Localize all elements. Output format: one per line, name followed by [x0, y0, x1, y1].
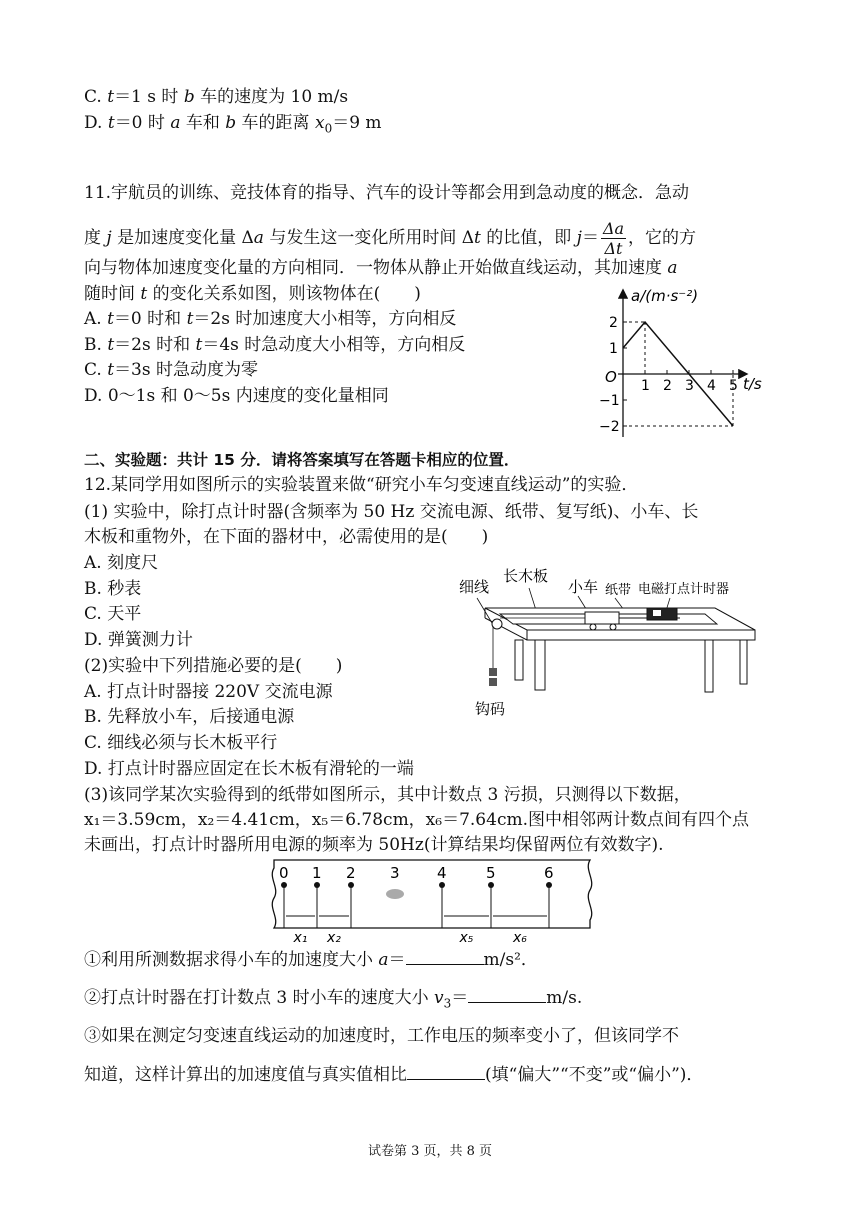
q12-part2-option-a: A. 打点计时器接 220V 交流电源: [84, 682, 333, 702]
q10-option-d: D. t＝0 时 a 车和 b 车的距离 $x_0=9$ m: [84, 113, 382, 136]
smudged-point: [386, 889, 404, 899]
segment-label: x₂: [327, 930, 341, 946]
label-weight: 钩码: [475, 700, 506, 718]
tape-point-label: 3: [390, 864, 400, 882]
label-board: 长木板: [503, 568, 549, 585]
label-tape: 纸带: [605, 583, 632, 598]
x-tick-label: 3: [685, 378, 694, 394]
label-timer: 电磁打点计时器: [638, 582, 730, 597]
segment-label: x₆: [513, 930, 527, 946]
q12-part3-line3: 未画出，打点计时器所用电源的频率为 50Hz(计算结果均保留两位有效数字).: [84, 835, 664, 855]
q12-part1-option-d: D. 弹簧测力计: [84, 630, 193, 650]
tape-point-label: 6: [544, 864, 554, 882]
q12-part3-line2: x₁＝3.59cm，x₂＝4.41cm，x₅＝6.78cm，x₆＝7.64cm.图中相邻两计数点间有四个点: [84, 810, 749, 830]
apparatus-figure: [455, 568, 775, 718]
y-tick-label: 1: [609, 341, 618, 357]
q11-option-d: D. 0～1s 和 0～5s 内速度的变化量相同: [84, 386, 389, 406]
q12-sub1: ①利用所测数据求得小车的加速度大小 a＝ m/s²．: [84, 950, 538, 970]
tape-point-label: 0: [279, 864, 289, 882]
q12-part1-option-c: C. 天平: [84, 604, 142, 624]
x-tick-label: 1: [641, 378, 650, 394]
q12-sub2: ②打点计时器在打计数点 3 时小车的速度大小 $v_3= m/s$.: [84, 988, 583, 1011]
q10-option-c: C. t＝1 s 时 b 车的速度为 10 m/s: [84, 87, 349, 107]
origin-label: O: [605, 368, 617, 386]
y-tick-label: −1: [599, 393, 620, 409]
q12-part2-option-b: B. 先释放小车，后接通电源: [84, 707, 295, 727]
q11-line-4: 随时间 t 的变化关系如图，则该物体在( ): [84, 284, 421, 304]
segment-label: x₅: [459, 930, 474, 946]
q12-part1-option-b: B. 秒表: [84, 579, 142, 599]
label-cart: 小车: [568, 578, 599, 596]
q12-part1-line2: 木板和重物外，在下面的器材中，必需使用的是( ): [84, 527, 489, 547]
section-heading: 二、实验题：共计 15 分．请将答案填写在答题卡相应的位置．: [84, 451, 520, 469]
q11-option-a: A. t＝0 时和 t＝2s 时加速度大小相等，方向相反: [84, 309, 457, 329]
q11-option-c: C. t＝3s 时急动度为零: [84, 360, 259, 380]
q12-part3-line1: (3)该同学某次实验得到的纸带如图所示，其中计数点 3 污损，只测得以下数据，: [84, 785, 691, 805]
y-axis-label: a/(m·s⁻²): [631, 287, 699, 305]
page-footer: 试卷第 3 页，共 8 页: [367, 1144, 493, 1159]
tape-point-label: 5: [486, 864, 496, 882]
x-tick-label: 2: [663, 378, 672, 394]
x-axis-label: t/s: [743, 375, 762, 393]
label-thread: 细线: [459, 578, 490, 596]
q11-line-1: 11.宇航员的训练、竞技体育的指导、汽车的设计等都会用到急动度的概念．急动: [84, 183, 690, 203]
acceleration-time-graph: [598, 285, 778, 445]
q12-intro: 12.某同学用如图所示的实验装置来做“研究小车匀变速直线运动”的实验．: [84, 475, 639, 495]
q11-line-2: 度 j 是加速度变化量 Δa 与发生这一变化所用时间 Δt 的比值，即 j＝ $\frac{\Delta a}{\Delta t}$ ，它的方: [84, 219, 697, 258]
y-tick-label: 2: [609, 315, 618, 331]
answer-blank-velocity[interactable]: [468, 988, 546, 1003]
answer-blank-comparison[interactable]: [407, 1065, 485, 1080]
q12-sub3-line2: 知道，这样计算出的加速度值与真实值相比 (填“偏大”“不变”或“偏小”)．: [84, 1065, 704, 1085]
q12-part2-stem: (2)实验中下列措施必要的是( ): [84, 656, 343, 676]
ticker-tape-figure: [262, 858, 602, 948]
jerk-fraction: $\frac{\Delta a}{\Delta t}$: [602, 219, 625, 258]
tape-point-label: 1: [312, 864, 322, 882]
q12-sub3-line1: ③如果在测定匀变速直线运动的加速度时，工作电压的频率变小了，但该同学不: [84, 1026, 679, 1046]
x-tick-label: 5: [729, 378, 738, 394]
q11-line-3: 向与物体加速度变化量的方向相同．一物体从静止开始做直线运动，其加速度 a: [84, 258, 678, 278]
y-tick-label: −2: [599, 419, 620, 435]
q12-part1-option-a: A. 刻度尺: [84, 553, 159, 573]
q12-part1-line1: (1) 实验中，除打点计时器(含频率为 50 Hz 交流电源、纸带、复写纸)、小车、长: [84, 502, 699, 522]
tape-point-label: 2: [346, 864, 356, 882]
answer-blank-acceleration[interactable]: [406, 950, 484, 965]
tape-point-label: 4: [437, 864, 447, 882]
segment-label: x₁: [293, 930, 308, 946]
q12-part2-option-d: D. 打点计时器应固定在长木板有滑轮的一端: [84, 759, 414, 779]
x-tick-label: 4: [707, 378, 716, 394]
q12-part2-option-c: C. 细线必须与长木板平行: [84, 733, 278, 753]
q11-option-b: B. t＝2s 时和 t＝4s 时急动度大小相等，方向相反: [84, 335, 466, 355]
